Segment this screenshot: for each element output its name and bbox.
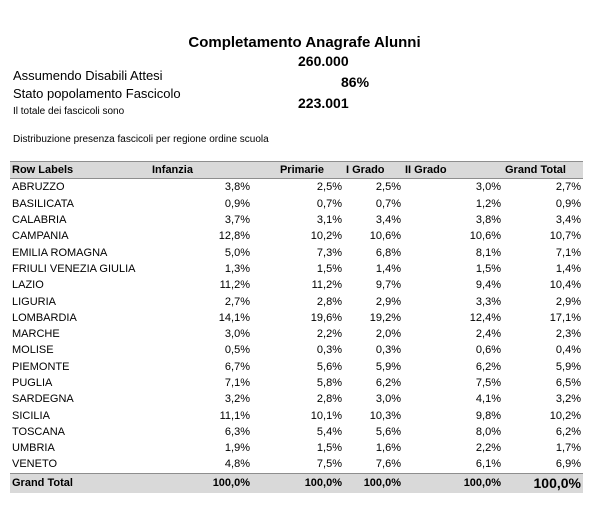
cell-infanzia: 1,9%	[224, 442, 250, 455]
cell-i-grado: 0,3%	[375, 344, 401, 357]
cell-infanzia: 4,8%	[224, 458, 250, 471]
cell-grand-total: 3,4%	[555, 214, 581, 227]
table-row	[10, 179, 583, 196]
cell-i-grado: 10,3%	[369, 409, 401, 422]
cell-infanzia: 5,0%	[224, 246, 250, 259]
cell-primarie: 19,6%	[310, 311, 342, 324]
header-primarie: Primarie	[252, 162, 344, 179]
cell-infanzia: 2,7%	[224, 295, 250, 308]
cell-primarie: 7,5%	[316, 458, 342, 471]
cell-region: MOLISE	[12, 344, 54, 357]
table-row	[10, 407, 583, 423]
cell-i-grado: 6,2%	[375, 377, 401, 389]
cell-i-grado: 2,9%	[375, 295, 401, 308]
footer-row	[10, 473, 583, 493]
cell-ii-grado: 6,1%	[475, 458, 501, 471]
footer-i-grado: 100,0%	[344, 473, 403, 493]
header-i-grado: I Grado	[344, 162, 403, 179]
cell-infanzia: 0,5%	[224, 344, 250, 357]
table-row	[10, 326, 583, 342]
cell-i-grado: 3,0%	[375, 393, 401, 406]
totale-value: 223.001	[298, 95, 349, 111]
cell-infanzia: 3,2%	[224, 393, 250, 406]
cell-i-grado: 10,6%	[369, 230, 401, 243]
disabili-value: 260.000	[298, 53, 349, 69]
table-row	[10, 293, 583, 309]
table-row	[10, 424, 583, 440]
cell-grand-total: 0,9%	[555, 197, 581, 210]
cell-region: MARCHE	[12, 328, 60, 341]
cell-primarie: 5,8%	[316, 377, 342, 389]
cell-primarie: 0,3%	[316, 344, 342, 357]
cell-ii-grado: 12,4%	[469, 311, 501, 324]
cell-region: LIGURIA	[12, 295, 57, 308]
header-row-labels: Row Labels	[10, 162, 150, 179]
header-row	[10, 162, 583, 179]
cell-primarie: 7,3%	[316, 246, 342, 259]
cell-ii-grado: 3,0%	[475, 181, 501, 194]
cell-region: PIEMONTE	[12, 360, 70, 373]
table-row	[10, 342, 583, 358]
cell-i-grado: 5,6%	[375, 425, 401, 438]
cell-infanzia: 7,1%	[224, 377, 250, 389]
header-grand-total: Grand Total	[503, 162, 583, 179]
cell-i-grado: 2,0%	[375, 328, 401, 341]
cell-region: SICILIA	[12, 409, 50, 422]
footer-infanzia: 100,0%	[150, 473, 252, 493]
cell-grand-total: 1,7%	[555, 442, 581, 455]
cell-region: ABRUZZO	[12, 181, 65, 194]
cell-primarie: 10,2%	[310, 230, 342, 243]
cell-ii-grado: 7,5%	[475, 377, 501, 389]
cell-grand-total: 10,7%	[549, 230, 581, 243]
table-row	[10, 196, 583, 212]
table-row	[10, 310, 583, 326]
cell-infanzia: 11,1%	[219, 409, 250, 422]
cell-infanzia: 3,8%	[224, 181, 250, 194]
cell-ii-grado: 9,4%	[475, 279, 501, 292]
footer-ii-grado: 100,0%	[403, 473, 503, 493]
table-row	[10, 228, 583, 244]
cell-i-grado: 7,6%	[375, 458, 401, 471]
cell-region: CALABRIA	[12, 214, 67, 227]
cell-ii-grado: 2,4%	[475, 328, 501, 341]
cell-region: CAMPANIA	[12, 230, 69, 243]
cell-ii-grado: 8,1%	[475, 246, 501, 259]
table-row	[10, 212, 583, 228]
cell-i-grado: 19,2%	[369, 311, 401, 324]
cell-region: BASILICATA	[12, 197, 74, 210]
cell-primarie: 2,5%	[316, 181, 342, 194]
cell-infanzia: 6,3%	[224, 425, 250, 438]
cell-grand-total: 5,9%	[555, 360, 581, 373]
cell-i-grado: 5,9%	[375, 360, 401, 373]
cell-region: LOMBARDIA	[12, 311, 77, 324]
cell-grand-total: 2,3%	[555, 328, 581, 341]
table-row	[10, 261, 583, 277]
cell-primarie: 10,1%	[310, 409, 342, 422]
cell-infanzia: 3,7%	[224, 214, 250, 227]
table-row	[10, 244, 583, 260]
cell-region: EMILIA ROMAGNA	[12, 246, 108, 259]
cell-grand-total: 6,9%	[555, 458, 581, 471]
cell-i-grado: 2,5%	[375, 181, 401, 194]
table-row	[10, 359, 583, 375]
cell-grand-total: 17,1%	[549, 311, 581, 324]
cell-grand-total: 6,2%	[555, 425, 581, 438]
cell-primarie: 3,1%	[316, 214, 342, 227]
cell-i-grado: 1,6%	[375, 442, 401, 455]
cell-ii-grado: 8,0%	[475, 425, 501, 438]
table-row	[10, 277, 583, 293]
cell-primarie: 11,2%	[311, 279, 342, 292]
cell-grand-total: 10,2%	[549, 409, 581, 422]
cell-ii-grado: 1,2%	[475, 197, 501, 210]
cell-region: TOSCANA	[12, 425, 65, 438]
cell-ii-grado: 4,1%	[475, 393, 501, 406]
cell-primarie: 5,6%	[316, 360, 342, 373]
cell-infanzia: 3,0%	[224, 328, 250, 341]
cell-ii-grado: 1,5%	[475, 262, 501, 275]
cell-grand-total: 10,4%	[549, 279, 581, 292]
totale-label: Il totale dei fascicoli sono	[13, 106, 125, 117]
cell-ii-grado: 0,6%	[475, 344, 501, 357]
cell-region: SARDEGNA	[12, 393, 74, 406]
cell-grand-total: 2,9%	[555, 295, 581, 308]
cell-ii-grado: 9,8%	[475, 409, 501, 422]
cell-grand-total: 0,4%	[555, 344, 581, 357]
table-row	[10, 391, 583, 407]
cell-primarie: 2,8%	[316, 295, 342, 308]
cell-i-grado: 6,8%	[375, 246, 401, 259]
cell-infanzia: 1,3%	[224, 262, 250, 275]
header-ii-grado: II Grado	[403, 162, 503, 179]
cell-primarie: 2,2%	[316, 328, 342, 341]
cell-grand-total: 6,5%	[555, 377, 581, 389]
cell-region: PUGLIA	[12, 377, 53, 389]
cell-ii-grado: 6,2%	[475, 360, 501, 373]
pivot-table	[10, 161, 583, 493]
cell-i-grado: 1,4%	[375, 262, 401, 275]
cell-ii-grado: 3,3%	[475, 295, 501, 308]
table-row	[10, 375, 583, 391]
cell-grand-total: 2,7%	[555, 181, 581, 194]
cell-ii-grado: 10,6%	[469, 230, 501, 243]
cell-grand-total: 1,4%	[555, 262, 581, 275]
cell-primarie: 1,5%	[316, 442, 342, 455]
header-infanzia: Infanzia	[150, 162, 252, 179]
table-row	[10, 456, 583, 473]
cell-ii-grado: 2,2%	[475, 442, 501, 455]
table-caption: Distribuzione presenza fascicoli per regione ordine scuola	[13, 134, 269, 145]
footer-label: Grand Total	[10, 473, 150, 493]
cell-i-grado: 9,7%	[375, 279, 401, 292]
cell-region: VENETO	[12, 458, 58, 471]
cell-infanzia: 0,9%	[224, 197, 250, 210]
footer-grand-total: 100,0%	[503, 473, 583, 493]
cell-region: FRIULI VENEZIA GIULIA	[12, 262, 136, 275]
cell-primarie: 2,8%	[316, 393, 342, 406]
table-body	[10, 179, 583, 473]
cell-infanzia: 12,8%	[218, 230, 250, 243]
footer-primarie: 100,0%	[252, 473, 344, 493]
page-title: Completamento Anagrafe Alunni	[188, 34, 421, 51]
stato-label: Stato popolamento Fascicolo	[13, 86, 181, 101]
cell-infanzia: 14,1%	[218, 311, 250, 324]
cell-grand-total: 3,2%	[555, 393, 581, 406]
cell-region: UMBRIA	[12, 442, 55, 455]
disabili-label: Assumendo Disabili Attesi	[13, 68, 163, 83]
table-row	[10, 440, 583, 456]
cell-primarie: 0,7%	[316, 197, 342, 210]
cell-i-grado: 0,7%	[375, 197, 401, 210]
cell-infanzia: 11,2%	[219, 279, 250, 292]
cell-i-grado: 3,4%	[375, 214, 401, 227]
cell-infanzia: 6,7%	[224, 360, 250, 373]
cell-grand-total: 7,1%	[555, 246, 581, 259]
stato-value: 86%	[341, 74, 370, 90]
cell-ii-grado: 3,8%	[475, 214, 501, 227]
cell-primarie: 1,5%	[316, 262, 342, 275]
cell-primarie: 5,4%	[316, 425, 342, 438]
cell-region: LAZIO	[12, 279, 44, 292]
